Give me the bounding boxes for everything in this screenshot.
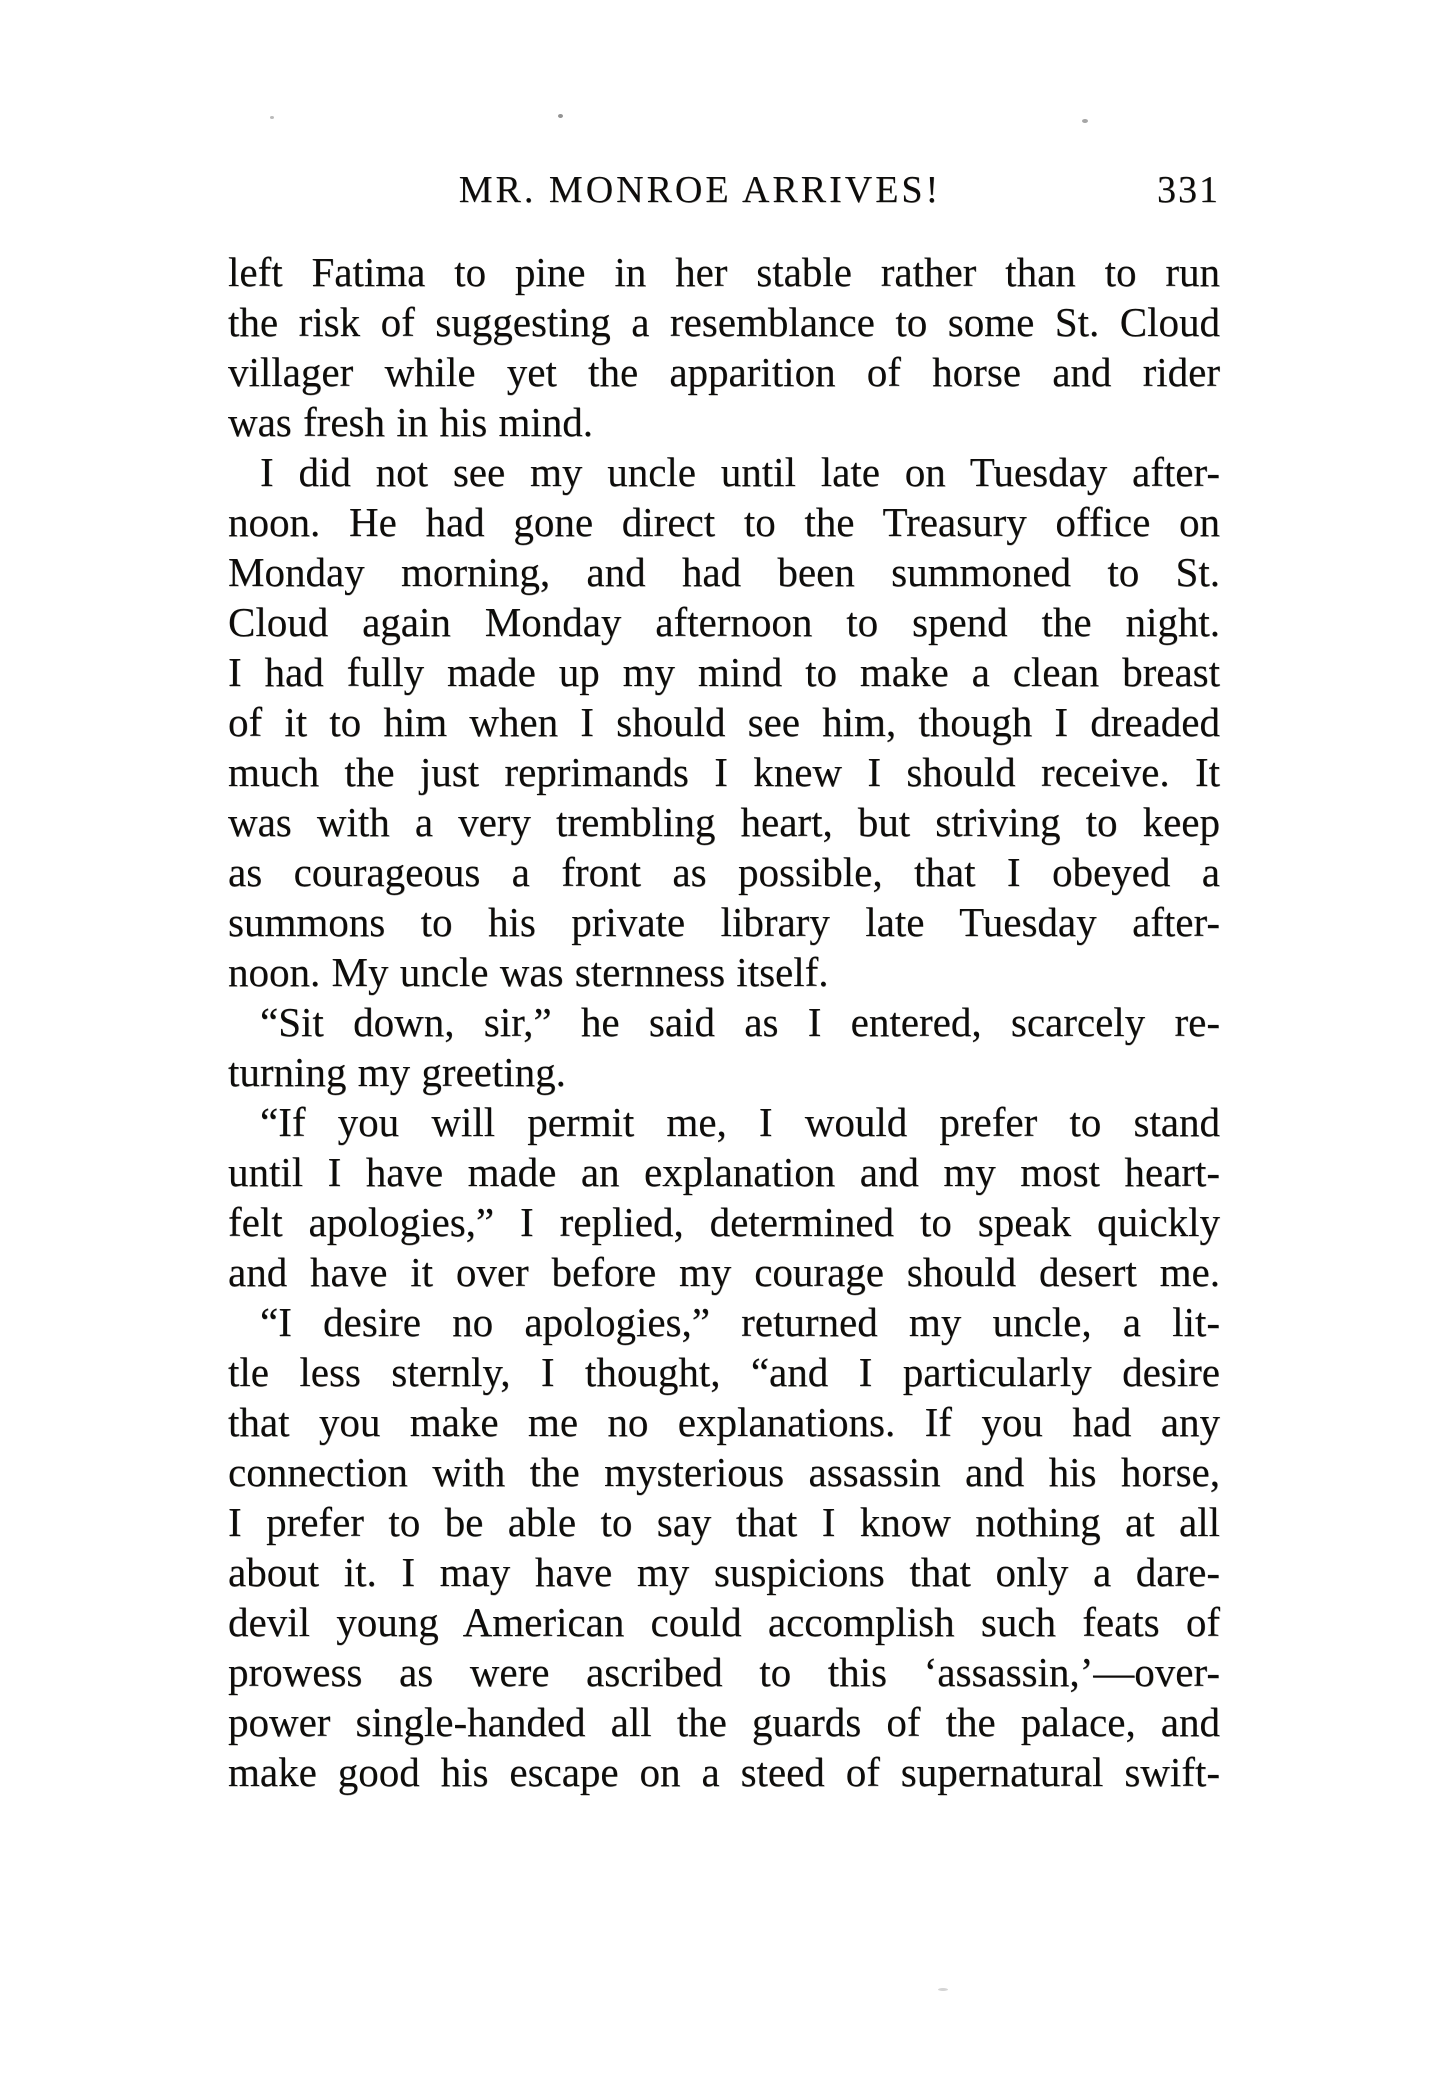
text-line: much the just reprimands I knew I should receive. It bbox=[228, 749, 1220, 795]
text-line: turning my greeting. bbox=[228, 1049, 566, 1095]
text-line: “If you will permit me, I would prefer to stand bbox=[260, 1099, 1220, 1145]
scan-speck bbox=[558, 114, 563, 118]
text-line: “I desire no apologies,” returned my uncle, a lit- bbox=[260, 1299, 1220, 1345]
text-line: was with a very trembling heart, but striving to keep bbox=[228, 799, 1220, 845]
text-line: noon. He had gone direct to the Treasury office on bbox=[228, 499, 1220, 545]
text-line: about it. I may have my suspicions that only a dare- bbox=[228, 1549, 1220, 1595]
text-line: the risk of suggesting a resemblance to some St. Cloud bbox=[228, 299, 1220, 345]
text-line: make good his escape on a steed of supernatural swift- bbox=[228, 1749, 1220, 1795]
text-line: Monday morning, and had been summoned to St. bbox=[228, 549, 1220, 595]
text-line: tle less sternly, I thought, “and I particularly desire bbox=[228, 1349, 1220, 1395]
body-text bbox=[228, 247, 1220, 1797]
text-line: felt apologies,” I replied, determined to speak quickly bbox=[228, 1199, 1220, 1245]
text-line: devil young American could accomplish such feats of bbox=[228, 1599, 1220, 1645]
text-line: villager while yet the apparition of horse and rider bbox=[228, 349, 1220, 395]
text-line: connection with the mysterious assassin and his horse, bbox=[228, 1449, 1220, 1495]
page-number: 331 bbox=[1157, 169, 1220, 211]
text-line: noon. My uncle was sternness itself. bbox=[228, 949, 829, 995]
text-line: that you make me no explanations. If you had any bbox=[228, 1399, 1220, 1445]
text-line: of it to him when I should see him, though I dreaded bbox=[228, 699, 1220, 745]
scan-speck bbox=[938, 1988, 948, 1991]
text-line: “Sit down, sir,” he said as I entered, scarcely re- bbox=[260, 999, 1220, 1045]
scan-speck bbox=[270, 116, 274, 119]
running-title: MR. MONROE ARRIVES! bbox=[458, 169, 942, 211]
text-line: power single-handed all the guards of the palace, and bbox=[228, 1699, 1220, 1745]
text-line: I had fully made up my mind to make a clean breast bbox=[228, 649, 1220, 695]
text-line: Cloud again Monday afternoon to spend the night. bbox=[228, 599, 1220, 645]
text-line: as courageous a front as possible, that I obeyed a bbox=[228, 849, 1220, 895]
text-line: prowess as were ascribed to this ‘assassin,’—over- bbox=[228, 1649, 1220, 1695]
text-line: summons to his private library late Tuesday after- bbox=[228, 899, 1220, 945]
scan-speck bbox=[1082, 119, 1088, 123]
text-line: I prefer to be able to say that I know nothing at all bbox=[228, 1499, 1220, 1545]
text-line: left Fatima to pine in her stable rather than to run bbox=[228, 249, 1220, 295]
text-line: was fresh in his mind. bbox=[228, 399, 593, 445]
text-line: I did not see my uncle until late on Tuesday after- bbox=[260, 449, 1220, 495]
text-line: until I have made an explanation and my most heart- bbox=[228, 1149, 1220, 1195]
page-header bbox=[228, 164, 1220, 216]
text-line: and have it over before my courage should desert me. bbox=[228, 1249, 1220, 1295]
